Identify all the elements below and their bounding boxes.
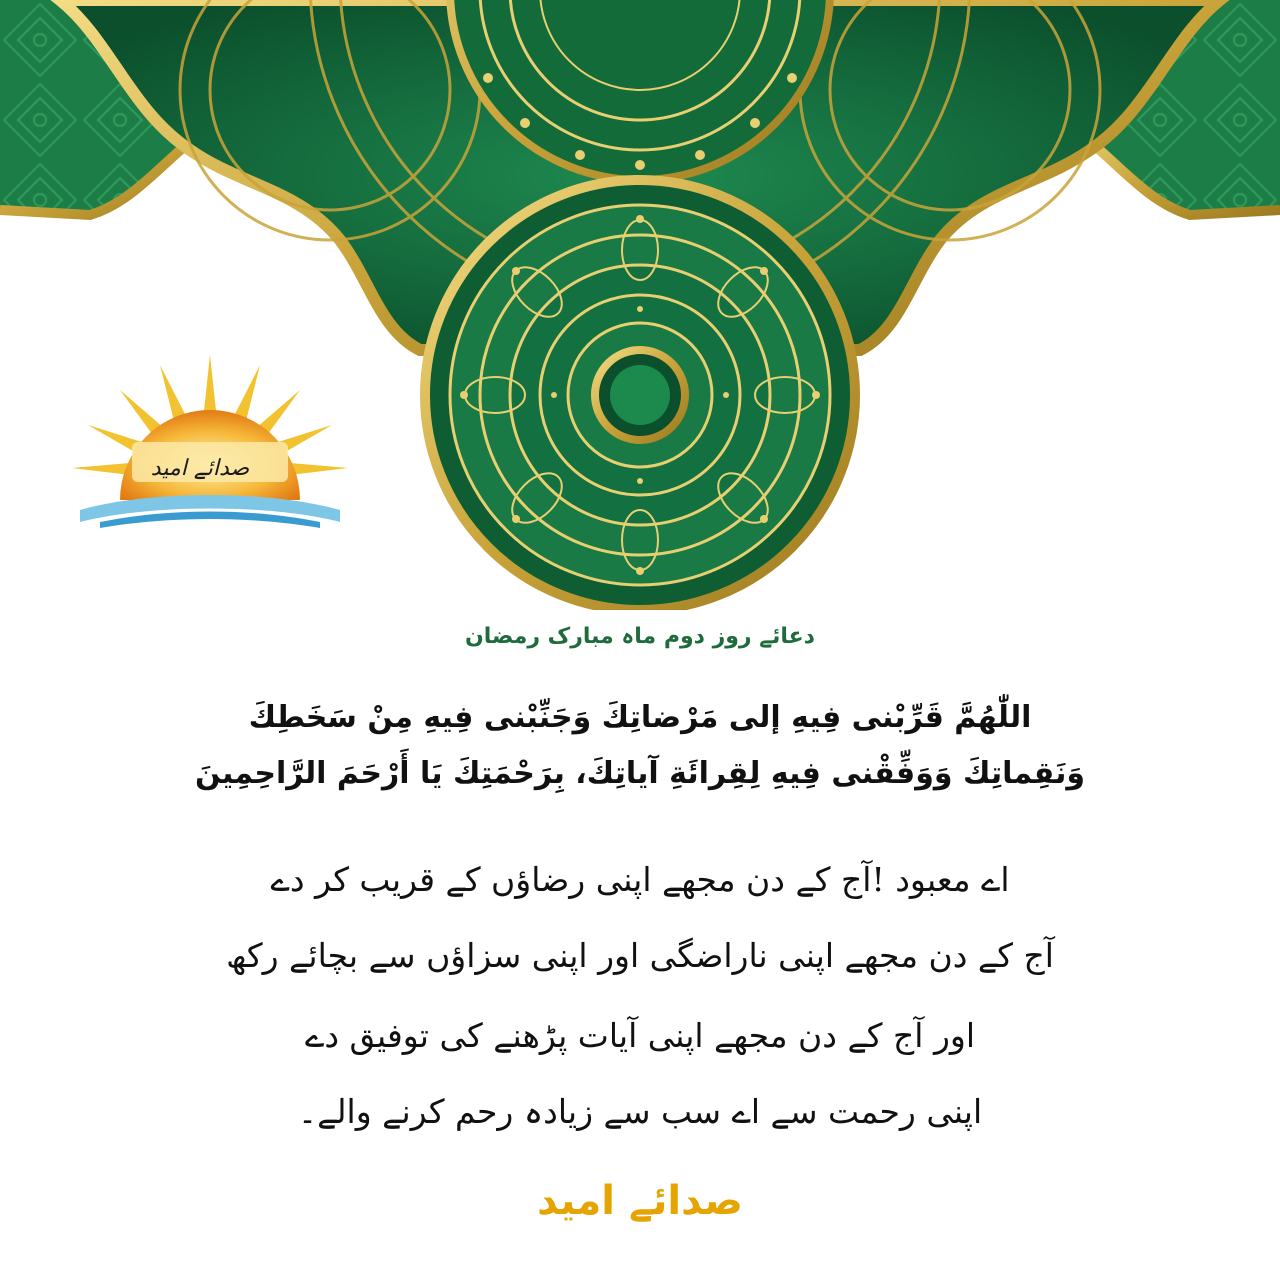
urdu-translation-line-1: اے معبود !آج کے دن مجھے اپنی رضاؤں کے قریب کر دے: [270, 860, 1010, 899]
urdu-translation-line-2: آج کے دن مجھے اپنی ناراضگی اور اپنی سزاؤں سے بچائے رکھ: [226, 936, 1054, 975]
arabic-dua-line-2: وَنَقِماتِكَ وَوَفِّقْنی فِیهِ لِقِرائَةِ آیاتِكَ، بِرَحْمَتِكَ یَا أَرْحَمَ الرَّاحِمِینَ: [194, 756, 1086, 791]
logo-brand-text: صدائے امید: [150, 456, 250, 481]
page-title: دعائے روز دوم ماہ مبارک رمضان: [465, 624, 815, 649]
urdu-translation-line-4: اپنی رحمت سے اے سب سے زیادہ رحم کرنے والے۔: [297, 1092, 983, 1131]
arabic-dua-line-1: اللّٰهُمَّ قَرِّبْنی فِیهِ إلی مَرْضاتِكَ وَجَنِّبْنی فِیهِ مِنْ سَخَطِكَ: [248, 700, 1032, 735]
urdu-translation-line-3: اور آج کے دن مجھے اپنی آیات پڑھنے کی توفیق دے: [304, 1016, 976, 1055]
rising-sun-logo-icon: [60, 350, 360, 530]
footer-brand: صدائے امید: [537, 1178, 743, 1224]
